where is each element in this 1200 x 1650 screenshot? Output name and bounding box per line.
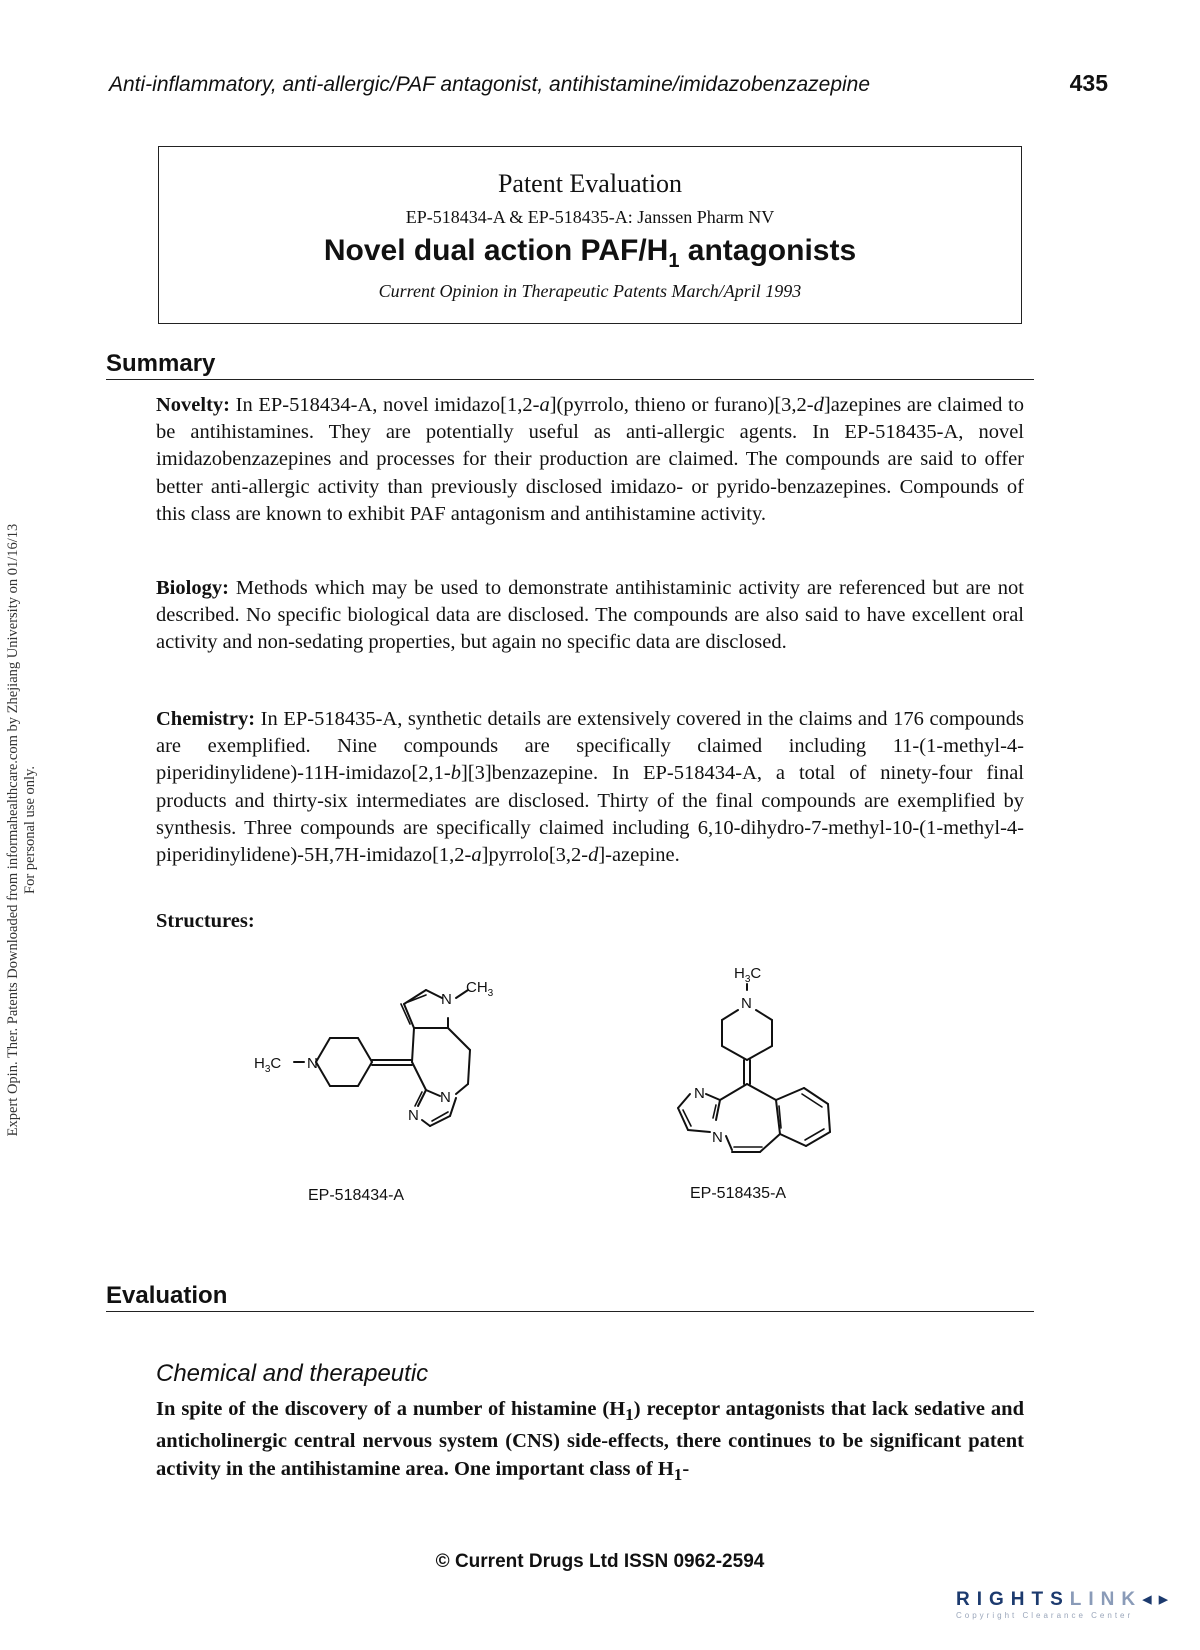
- journal-citation: Current Opinion in Therapeutic Patents March/April 1993: [378, 281, 802, 301]
- left-imidazole-n2: N: [408, 1107, 419, 1124]
- summary-heading: Summary: [106, 350, 1034, 380]
- biology-label: Biology:: [156, 577, 229, 599]
- download-notice-line: Expert Opin. Ther. Patents Downloaded from informahealthcare.com by Zhejiang University on 01/16/13: [5, 523, 21, 1137]
- chemistry-paragraph: Chemistry: In EP-518435-A, synthetic details are extensively covered in the claims and 176 compounds are exemplified. Nine compounds are specifically claimed including 11-(1-methyl-4-piperidinylidene)-11H-imidazo[2,1-b][3]benzazepine. In EP-518434-A, a total of ninety-four final products and thirty-six intermediates are disclosed. Thirty of the final compounds are exemplified by synthesis. Three compounds are specifically claimed including 6,10-dihydro-7-methyl-10-(1-methyl-4-piperidinylidene)-5H,7H-imidazo[1,2-a]pyrrolo[3,2-d]-azepine.: [156, 708, 1024, 867]
- rightslink-tagline: Copyright Clearance Center: [956, 1611, 1134, 1620]
- structure-ep518435: [650, 960, 870, 1175]
- novelty-paragraph: Novelty: In EP-518434-A, novel imidazo[1,2-a](pyrrolo, thieno or furano)[3,2-d]azepines are claimed to be antihistamines. They are potentially useful as anti-allergic agents. In EP-518435-A, novel imidazobenzazepines and processes for their production are claimed. The compounds are said to offer better anti-allergic activity than previously disclosed imidazo- or pyrido-benzazepines. Compounds of this class are known to exhibit PAF antagonism and antihistamine activity.: [156, 394, 1024, 525]
- page-number: 435: [1069, 70, 1108, 96]
- right-imidazole-n2: N: [712, 1129, 723, 1146]
- personal-use-notice: For personal use only.: [22, 766, 38, 894]
- novelty-label: Novelty:: [156, 394, 231, 416]
- left-pyrrole-n: N: [441, 991, 452, 1008]
- structure-ep518434: [250, 980, 530, 1145]
- caption-ep518434: EP-518434-A: [308, 1187, 405, 1204]
- svg-text:H3C: $H_3C$: [254, 1055, 282, 1075]
- rightslink-logo[interactable]: RIGHTSLINK◂▸ Copyright Clearance Center: [956, 1588, 1186, 1620]
- svg-text:CH3: $CH_3$: [466, 980, 494, 999]
- evaluation-kind: Patent Evaluation: [497, 169, 683, 198]
- copyright-footer: © Current Drugs Ltd ISSN 0962-2594: [435, 1551, 765, 1572]
- structures-label: Structures:: [156, 910, 255, 932]
- patent-references: EP-518434-A & EP-518435-A: Janssen Pharm NV: [405, 207, 775, 227]
- caption-ep518435: EP-518435-A: [690, 1185, 787, 1202]
- right-piperidine-n: N: [741, 995, 752, 1012]
- running-title: Anti-inflammatory, anti-allergic/PAF antagonist, antihistamine/imidazobenzazepine: [109, 73, 871, 96]
- chemical-therapeutic-subheading: Chemical and therapeutic: [156, 1360, 429, 1387]
- download-notice: [0, 470, 44, 1190]
- paper-title: Novel dual action PAF/$H_1$ antagonists: [323, 234, 857, 272]
- evaluation-intro-paragraph: In spite of the discovery of a number of histamine $(H_1)$ receptor antagonists that lack sedative and anticholinergic central nervous system (CNS) side-effects, there continues to be significant patent activity in the antihistamine area. One important class of $H_1-$: [156, 1398, 1024, 1484]
- evaluation-heading: Evaluation: [106, 1282, 1034, 1312]
- right-imidazole-n1: N: [694, 1085, 705, 1102]
- svg-text:H3C: $H_3C$: [734, 965, 762, 985]
- left-imidazole-n1: N: [440, 1089, 451, 1106]
- left-piperidine-n: N: [307, 1055, 318, 1072]
- chemistry-label: Chemistry:: [156, 708, 256, 730]
- patent-evaluation-box: [158, 146, 1022, 324]
- biology-paragraph: Biology: Methods which may be used to demonstrate antihistaminic activity are referenced but are not described. No specific biological data are disclosed. The compounds are also said to have excellent oral activity and non-sedating properties, but again no specific data are disclosed.: [156, 577, 1024, 654]
- rightslink-glyph-icon: ◂▸: [1142, 1589, 1176, 1610]
